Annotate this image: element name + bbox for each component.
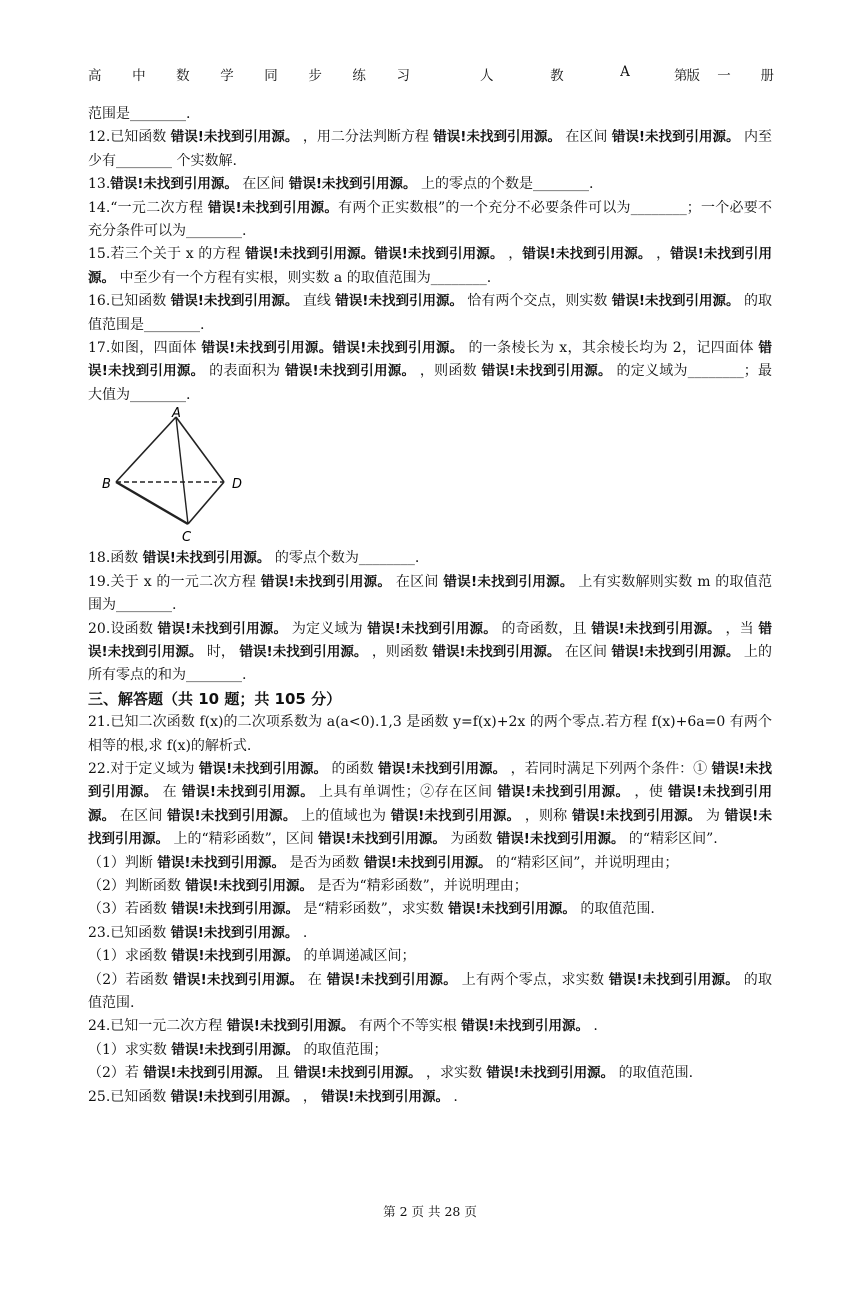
question-text: 20.设函数 [88, 620, 158, 637]
question-text: （1）求实数 [88, 1041, 172, 1058]
question-text: 的函数 [327, 760, 379, 777]
question-text: 的取值范围； [299, 1041, 388, 1058]
question-text: 上的“精彩函数”，区间 [169, 831, 319, 848]
question-11-tail: 范围是________. [88, 106, 191, 122]
question-text: 在区间 [391, 573, 444, 590]
vertex-label-c: C [182, 530, 192, 546]
error-ref: 错误!未找到引用源。 [363, 854, 492, 871]
error-ref: 错误!未找到引用源。 [226, 1018, 355, 1035]
error-ref: 错误!未找到引用源。 [157, 854, 286, 871]
question-text: 15.若三个关于 x 的方程 [88, 246, 246, 263]
error-ref: 错误!未找到引用源。 [608, 971, 740, 988]
header-char: 练 [352, 68, 366, 84]
question-20 [88, 618, 772, 688]
question-text: 的“精彩区间”，并说明理由； [491, 854, 679, 871]
question-text: ，则函数 [367, 643, 433, 660]
document-body [88, 103, 772, 1109]
question-text: 为 [701, 807, 725, 824]
error-ref: 错误!未找到引用源。 [182, 784, 315, 801]
question-text: 在区间 [237, 176, 289, 193]
header-char: 人 [480, 68, 494, 84]
question-14 [88, 197, 772, 244]
error-ref: 错误!未找到引用源。 [170, 1088, 299, 1105]
page-header [88, 64, 772, 86]
error-ref: 错误!未找到引用源。 [611, 293, 740, 310]
question-17 [88, 337, 772, 407]
question-23-part-1 [88, 945, 772, 968]
error-ref: 错误!未找到引用源。 [443, 573, 574, 590]
header-char: 中 [132, 68, 146, 84]
question-text: 的零点个数为________. [270, 550, 420, 567]
question-text: 的一条棱长为 x，其余棱长均为 2，记四面体 [463, 340, 759, 357]
header-char: 习 [396, 68, 410, 84]
error-ref: 错误!未找到引用源。 [378, 760, 507, 777]
question-13 [88, 173, 772, 196]
error-ref: 错误!未找到引用源。 [201, 340, 333, 357]
question-text: ，则函数 [415, 363, 482, 380]
error-ref: 错误!未找到引用源。 [497, 784, 630, 801]
question-text: 的取值范围. [88, 971, 772, 1011]
error-ref: 错误!未找到引用源。 [332, 340, 464, 357]
question-text: 上有两个零点，求实数 [457, 971, 609, 988]
error-ref: 错误!未找到引用源。 [374, 246, 504, 263]
question-text: ，使 [629, 784, 669, 801]
question-text: 上的所有零点的和为________. [88, 643, 772, 684]
section-3-heading: 三、解答题（共 10 题；共 105 分） [88, 689, 342, 708]
question-text: 时， [202, 643, 240, 660]
question-text: 有两个正实数根”的一个充分不必要条件可以为________；一个必要不充分条件可以为________. [88, 199, 773, 240]
header-course-title [88, 64, 410, 84]
error-ref: 错误!未找到引用源。 [611, 129, 740, 146]
question-text: 且 [271, 1065, 294, 1082]
error-ref: 错误!未找到引用源。 [591, 620, 721, 637]
header-char: 一 [717, 68, 731, 84]
question-text: 23.已知函数 [88, 924, 171, 941]
question-text: （2）判断函数 [88, 877, 186, 894]
question-22-part-3 [88, 898, 772, 921]
error-ref: 错误!未找到引用源。 [260, 573, 392, 590]
error-ref: 错误!未找到引用源。 [170, 924, 299, 941]
error-ref: 错误!未找到引用源。 [173, 971, 304, 988]
error-ref: 错误!未找到引用源。 [481, 363, 612, 380]
vertex-label-d: D [232, 477, 243, 493]
question-text: ，用二分法判断方程 [298, 129, 434, 146]
question-12 [88, 126, 772, 173]
question-text: 的奇函数，且 [496, 620, 592, 637]
question-24-part-1 [88, 1039, 772, 1062]
error-ref: 错误!未找到引用源。 [199, 760, 328, 777]
header-char: 教 [550, 68, 564, 84]
question-text: 在区间 [560, 129, 612, 146]
question-text: 直线 [298, 293, 336, 310]
question-text: 为定义域为 [287, 620, 368, 637]
question-text: ， [503, 246, 523, 263]
header-char: 学 [220, 68, 234, 84]
question-22-part-2 [88, 875, 772, 898]
error-ref: 错误!未找到引用源。 [88, 246, 772, 286]
vertex-label-b: B [102, 477, 111, 493]
question-23 [88, 922, 772, 945]
question-text: 的取值范围. [575, 901, 655, 918]
question-text: 中至少有一个方程有实根，则实数 a 的取值范围为________. [115, 269, 492, 286]
question-text: 的定义域为________；最大值为________. [88, 363, 772, 403]
question-22-part-1 [88, 852, 772, 875]
error-ref: 错误!未找到引用源。 [167, 807, 297, 824]
question-24 [88, 1015, 772, 1038]
error-ref: 错误!未找到引用源。 [171, 901, 300, 918]
question-text: （1）判断 [88, 854, 158, 871]
error-ref: 错误!未找到引用源。 [245, 246, 375, 263]
question-text: 12.已知函数 [88, 129, 171, 146]
error-ref: 错误!未找到引用源。 [390, 807, 521, 824]
question-18 [88, 547, 772, 570]
question-text: ，求实数 [421, 1065, 487, 1082]
vertex-label-a: A [172, 407, 181, 422]
error-ref: 错误!未找到引用源。 [611, 643, 740, 660]
error-ref: 错误!未找到引用源。 [326, 971, 458, 988]
error-ref: 错误!未找到引用源。 [285, 363, 416, 380]
question-text: 17.如图，四面体 [88, 340, 202, 357]
question-text: 的单调递减区间； [299, 948, 416, 965]
question-16 [88, 290, 772, 337]
question-text: . [588, 1018, 598, 1035]
header-char: 高 [88, 68, 102, 84]
error-ref: 错误!未找到引用源。 [88, 807, 772, 848]
question-text: 的取值范围. [614, 1065, 694, 1082]
header-char: 册 [760, 68, 774, 84]
error-ref: 错误!未找到引用源。 [461, 1018, 589, 1035]
question-text: ，则称 [520, 807, 572, 824]
header-char: 同 [264, 68, 278, 84]
question-text: 在区间 [560, 643, 612, 660]
error-ref: 错误!未找到引用源。 [433, 129, 561, 146]
error-ref: 错误!未找到引用源。 [207, 199, 339, 216]
question-text: 在区间 [115, 807, 168, 824]
error-ref: 错误!未找到引用源。 [185, 877, 314, 894]
question-text: 25.已知函数 [88, 1088, 171, 1105]
question-text: ，若同时满足下列两个条件：① [506, 760, 712, 777]
error-ref: 错误!未找到引用源。 [367, 620, 497, 637]
question-text: . [298, 924, 308, 941]
header-volume [674, 64, 774, 84]
page-footer: 第 2 页 共 28 页 [383, 1204, 477, 1219]
question-text: （2）若函数 [88, 971, 174, 988]
question-text: 的表面积为 [204, 363, 286, 380]
error-ref: 错误!未找到引用源。 [288, 176, 417, 193]
question-text: 24.已知一元二次方程 [88, 1018, 227, 1035]
header-char: 第 [674, 68, 688, 84]
question-text: 22.对于定义域为 [88, 760, 200, 777]
question-21: 21.已知二次函数 f(x)的二次项系数为 a(a<0).1,3 是函数 y=f(x)+2x 的两个零点.若方程 f(x)+6a=0 有两个相等的根,求 f(x)的解析式. [88, 714, 772, 754]
question-text: 有两个不等实根 [354, 1018, 462, 1035]
header-char: 数 [176, 68, 190, 84]
error-ref: 错误!未找到引用源。 [321, 1088, 449, 1105]
error-ref: 错误!未找到引用源。 [110, 176, 238, 193]
error-ref: 错误!未找到引用源。 [142, 550, 271, 567]
question-text: 在 [157, 784, 182, 801]
error-ref: 错误!未找到引用源。 [432, 643, 561, 660]
question-text: 上的值域也为 [296, 807, 391, 824]
question-19 [88, 571, 772, 618]
question-text: （3）若函数 [88, 901, 172, 918]
question-text: 上有实数解则实数 m 的取值范围为________. [88, 573, 772, 614]
error-ref: 错误!未找到引用源。 [171, 1041, 300, 1058]
question-text: 13. [88, 176, 111, 193]
question-text: 是否为函数 [285, 854, 364, 871]
error-ref: 错误!未找到引用源。 [170, 293, 299, 310]
header-char: 版 [686, 68, 700, 84]
error-ref: 错误!未找到引用源。 [448, 901, 576, 918]
question-text: 14.“一元二次方程 [88, 199, 208, 216]
question-text: 上的零点的个数是________. [416, 176, 594, 193]
error-ref: 错误!未找到引用源。 [496, 831, 625, 848]
question-text: 的取值范围是________. [88, 293, 772, 333]
error-ref: 错误!未找到引用源。 [88, 784, 772, 824]
question-text: 上具有单调性；②存在区间 [314, 784, 498, 801]
error-ref: 错误!未找到引用源。 [293, 1065, 422, 1082]
error-ref: 错误!未找到引用源。 [88, 760, 772, 801]
question-text: ， [651, 246, 671, 263]
question-text: 是“精彩函数”，求实数 [299, 901, 449, 918]
header-edition [480, 64, 700, 84]
question-text: 16.已知函数 [88, 293, 171, 310]
error-ref: 错误!未找到引用源。 [486, 1065, 615, 1082]
question-text: 内至少有________ 个实数解. [88, 129, 772, 169]
error-ref: 错误!未找到引用源。 [571, 807, 702, 824]
question-23-part-2 [88, 969, 772, 1016]
question-text: （1）求函数 [88, 948, 172, 965]
error-ref: 错误!未找到引用源。 [522, 246, 652, 263]
error-ref: 错误!未找到引用源。 [318, 831, 446, 848]
question-text: 是否为“精彩函数”，并说明理由； [313, 877, 528, 894]
question-text: ，当 [720, 620, 759, 637]
tetrahedron-diagram [96, 407, 256, 547]
error-ref: 错误!未找到引用源。 [239, 643, 368, 660]
error-ref: 错误!未找到引用源。 [335, 293, 463, 310]
question-text: 18.函数 [88, 550, 143, 567]
tetrahedron-figure [88, 407, 772, 547]
header-char: A [620, 64, 630, 80]
question-text: ， [298, 1088, 322, 1105]
question-text: 恰有两个交点，则实数 [462, 293, 612, 310]
error-ref: 错误!未找到引用源。 [88, 620, 772, 660]
question-24-part-2 [88, 1062, 772, 1085]
error-ref: 错误!未找到引用源。 [157, 620, 288, 637]
question-text: （2）若 [88, 1065, 144, 1082]
error-ref: 错误!未找到引用源。 [143, 1065, 272, 1082]
question-text: 在 [303, 971, 327, 988]
error-ref: 错误!未找到引用源。 [171, 948, 300, 965]
question-text: . [448, 1088, 458, 1105]
header-char: 步 [308, 68, 322, 84]
question-text: 的“精彩区间”. [624, 831, 718, 848]
question-22 [88, 758, 772, 852]
question-15 [88, 243, 772, 290]
error-ref: 错误!未找到引用源。 [88, 340, 772, 380]
question-text: 19.关于 x 的一元二次方程 [88, 573, 261, 590]
question-25 [88, 1086, 772, 1109]
question-text: 为函数 [445, 831, 497, 848]
error-ref: 错误!未找到引用源。 [170, 129, 299, 146]
